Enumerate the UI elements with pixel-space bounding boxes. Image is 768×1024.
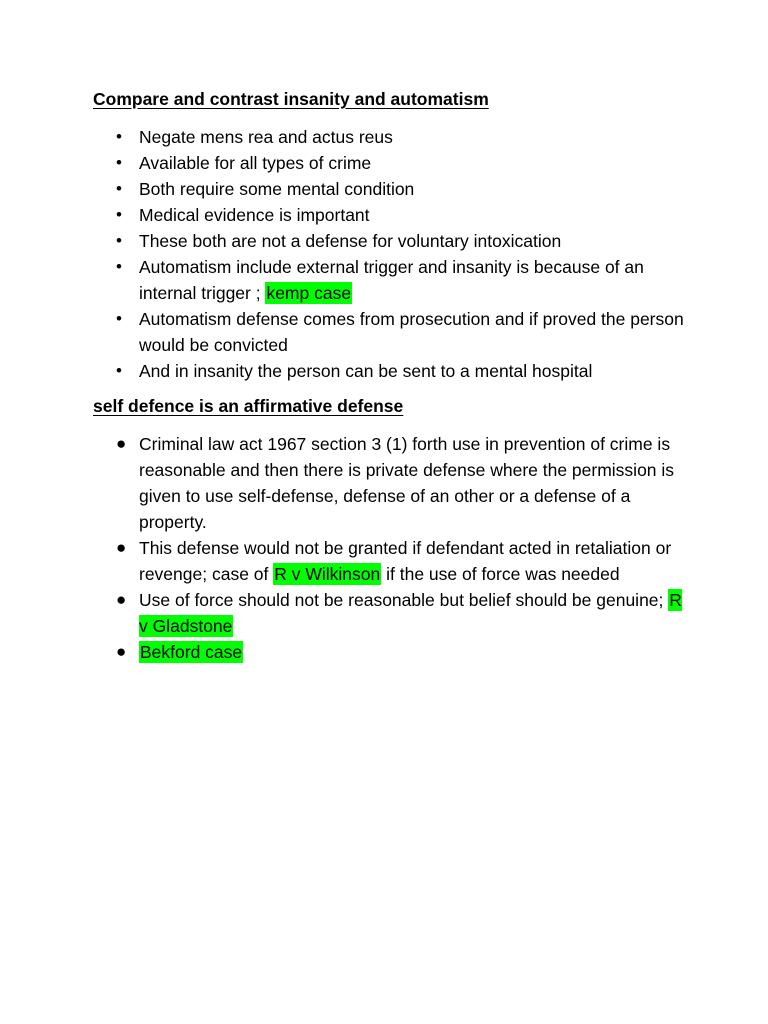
list-item — [0, 535, 684, 587]
bullet-icon: • — [116, 153, 122, 172]
list-item-text: This defense would not be granted if defendant acted in retaliation or revenge; case of — [139, 538, 672, 584]
highlighted-case-name: R v Wilkinson — [274, 564, 381, 584]
list-item-text: Available for all types of crime — [139, 153, 372, 173]
list-item-text: And in insanity the person can be sent to a mental hospital — [139, 361, 593, 381]
highlighted-case-name: Bekford case — [140, 642, 243, 662]
list-item-text: Medical evidence is important — [139, 205, 370, 225]
bullet-icon: • — [116, 361, 122, 380]
section-heading-self-defence: self defence is an affirmative defense — [93, 396, 404, 416]
highlighted-case-name: kemp case — [266, 283, 352, 303]
list-item — [0, 431, 684, 535]
bullet-list-insanity-automatism — [0, 124, 768, 384]
bullet-icon: ● — [116, 538, 127, 557]
list-item — [0, 228, 684, 254]
bullet-icon: • — [116, 205, 122, 224]
list-item — [0, 639, 684, 665]
bullet-icon: • — [116, 179, 122, 198]
list-item-text-after: if the use of force was needed — [381, 564, 620, 584]
list-item-text: Negate mens rea and actus reus — [139, 127, 393, 147]
bullet-icon: • — [116, 257, 122, 276]
bullet-icon: ● — [116, 434, 127, 453]
bullet-icon: ● — [116, 590, 127, 609]
list-item-text: Criminal law act 1967 section 3 (1) forth use in prevention of crime is reasonable and then there is private defense where the permission is given to use self-defense, defense of an other or a defense of a property. — [139, 434, 675, 532]
list-item — [0, 202, 684, 228]
list-item — [0, 358, 684, 384]
bullet-list-self-defence — [0, 431, 768, 665]
bullet-icon: • — [116, 231, 122, 250]
list-item-text: These both are not a defense for voluntary intoxication — [139, 231, 562, 251]
bullet-icon: ● — [116, 642, 127, 661]
list-item — [0, 176, 684, 202]
section-heading-insanity-automatism: Compare and contrast insanity and automatism — [93, 89, 489, 109]
highlighted-case-name: R v Gladstone — [139, 590, 682, 636]
list-item — [0, 124, 684, 150]
list-item — [0, 150, 684, 176]
bullet-icon: • — [116, 309, 122, 328]
list-item-text: Automatism include external trigger and insanity is because of an internal trigger ; — [139, 257, 644, 303]
list-item-text: Automatism defense comes from prosecution and if proved the person would be convicted — [139, 309, 684, 355]
list-item — [0, 306, 684, 358]
bullet-icon: • — [116, 127, 122, 146]
list-item — [0, 254, 684, 306]
list-item — [0, 587, 684, 639]
list-item-text: Use of force should not be reasonable but belief should be genuine; — [139, 590, 669, 610]
list-item-text: Both require some mental condition — [139, 179, 415, 199]
